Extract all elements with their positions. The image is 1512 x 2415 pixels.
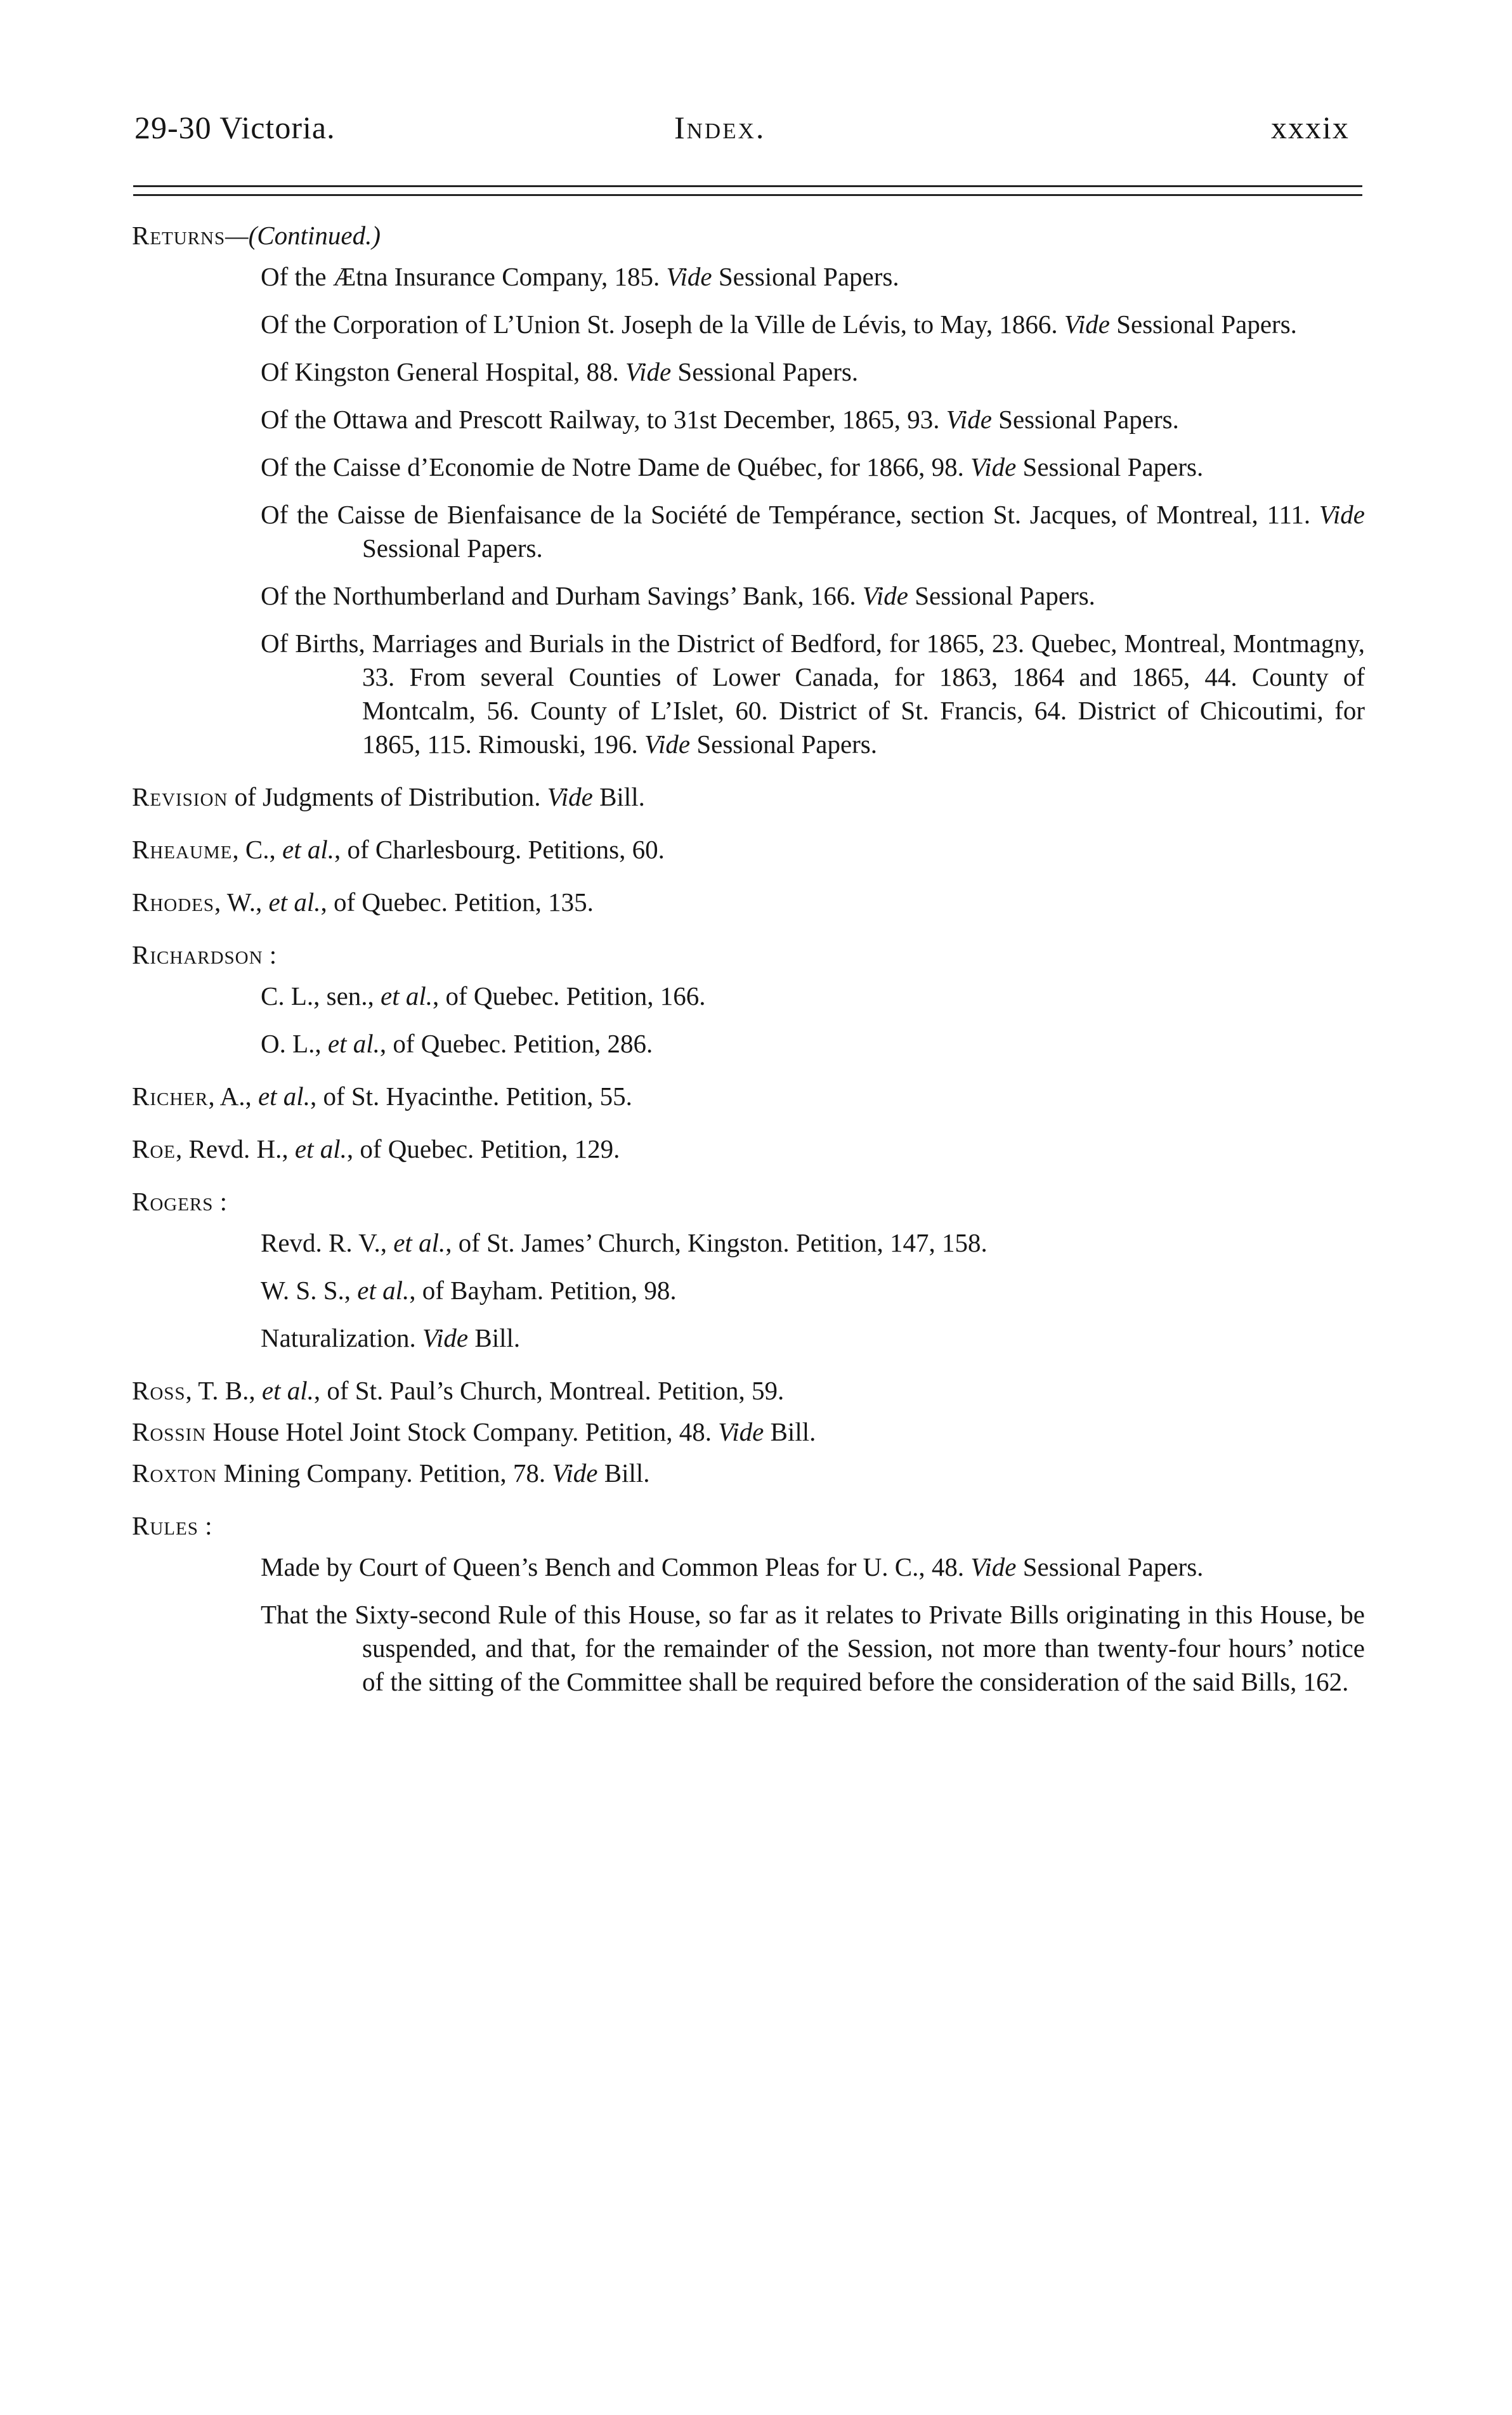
header-rule-top [133, 185, 1362, 187]
entry-heading: Rogers : [132, 1187, 228, 1216]
index-entry-ross: Ross, T. B., et al., of St. Paul’s Church, Montreal. Petition, 59. [132, 1376, 785, 1405]
index-entry-revision: Revision of Judgments of Distribution. Vide Bill. [132, 782, 645, 811]
index-entry-rossin: Rossin House Hotel Joint Stock Company. Petition, 48. Vide Bill. [132, 1417, 816, 1446]
subentry: W. S. S., et al., of Bayham. Petition, 98. [261, 1276, 677, 1305]
subentry-list [132, 260, 1365, 761]
subentry: Of Kingston General Hospital, 88. Vide Sessional Papers. [261, 357, 859, 386]
index-entry-rogers [132, 1185, 1365, 1355]
subentry-list [132, 1550, 1365, 1699]
index-body [132, 219, 1365, 1718]
subentry: C. L., sen., et al., of Quebec. Petition, 166. [261, 981, 706, 1011]
index-entry-richer: Richer, A., et al., of St. Hyacinthe. Petition, 55. [132, 1082, 632, 1111]
subentry: Of Births, Marriages and Burials in the District of Bedford, for 1865, 23. Quebec, Montreal, Montmagny, 33. From several Counties of Lower Canada, for 1863, 1864 and 1865, 44. County of Montcalm, 56. County of L’Islet, 60. District of St. Francis, 64. District of Chicoutimi, for 1865, 115. Rimouski, 196. Vide Sessional Papers. [261, 629, 1365, 759]
subentry-list [132, 979, 1365, 1061]
subentry: That the Sixty-second Rule of this House, so far as it relates to Private Bills originating in this House, be suspended, and that, for the remainder of the Session, not more than twenty-four hours’ notice of the sitting of the Committee shall be required before the consideration of the said Bills, 162. [261, 1600, 1365, 1696]
index-entry-richardson [132, 938, 1365, 1061]
subentry: Of the Northumberland and Durham Savings’ Bank, 166. Vide Sessional Papers. [261, 581, 1095, 610]
index-entry-roxton: Roxton Mining Company. Petition, 78. Vide Bill. [132, 1458, 650, 1488]
subentry: Of the Corporation of L’Union St. Joseph de la Ville de Lévis, to May, 1866. Vide Sessional Papers. [261, 310, 1297, 339]
subentry-list [132, 1226, 1365, 1355]
entry-heading: Returns—(Continued.) [132, 221, 381, 250]
index-entry-rules [132, 1509, 1365, 1699]
subentry: Of the Caisse de Bienfaisance de la Société de Tempérance, section St. Jacques, of Montreal, 111. Vide Sessional Papers. [261, 500, 1365, 563]
header-rule-bottom [133, 194, 1362, 196]
entry-heading: Richardson : [132, 940, 277, 969]
index-entry-returns [132, 219, 1365, 761]
subentry: Made by Court of Queen’s Bench and Common Pleas for U. C., 48. Vide Sessional Papers. [261, 1552, 1204, 1581]
subentry: Of the Caisse d’Economie de Notre Dame de Québec, for 1866, 98. Vide Sessional Papers. [261, 452, 1204, 481]
index-entry-rhodes: Rhodes, W., et al., of Quebec. Petition, 135. [132, 887, 594, 917]
subentry: Naturalization. Vide Bill. [261, 1323, 521, 1352]
running-head-title: Index. [674, 110, 766, 145]
page-number: xxxix [1271, 110, 1350, 145]
entry-heading: Rules : [132, 1511, 212, 1540]
subentry: Of the Ætna Insurance Company, 185. Vide Sessional Papers. [261, 262, 899, 291]
running-head-left: 29-30 Victoria. [134, 110, 336, 145]
index-entry-roe: Roe, Revd. H., et al., of Quebec. Petition, 129. [132, 1134, 620, 1163]
subentry: O. L., et al., of Quebec. Petition, 286. [261, 1029, 653, 1058]
subentry: Of the Ottawa and Prescott Railway, to 31st December, 1865, 93. Vide Sessional Papers. [261, 405, 1179, 434]
subentry: Revd. R. V., et al., of St. James’ Church, Kingston. Petition, 147, 158. [261, 1228, 987, 1257]
index-entry-rheaume: Rheaume, C., et al., of Charlesbourg. Petitions, 60. [132, 835, 665, 864]
